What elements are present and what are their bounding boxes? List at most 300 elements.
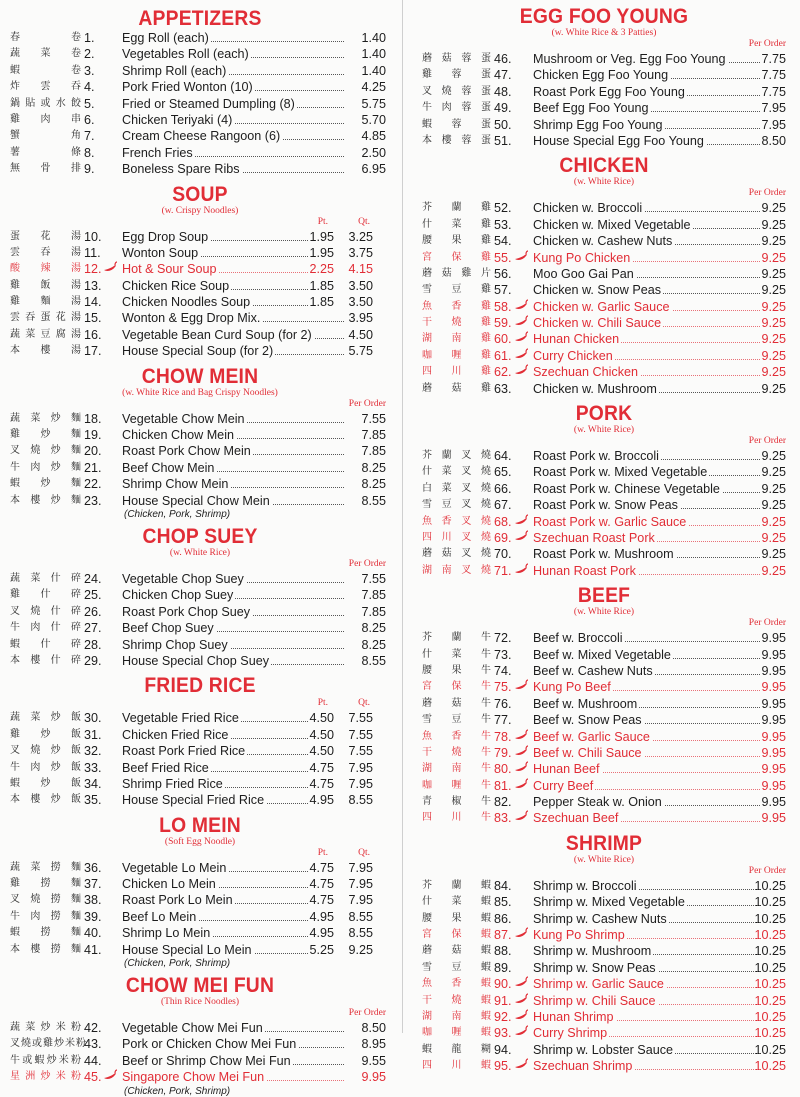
- chinese-name: 芥蘭叉燒: [422, 450, 492, 462]
- quart-header: Qt.: [358, 847, 370, 858]
- chinese-name: 宮保蝦: [422, 929, 492, 941]
- item-number: 16.: [84, 327, 102, 342]
- item-price: 9.95: [761, 713, 786, 728]
- item-number: 87.: [494, 928, 512, 943]
- pint-price: 4.75: [309, 877, 334, 892]
- item-price: 2.50: [361, 145, 386, 160]
- item-number: 82.: [494, 795, 512, 810]
- chinese-name: 雲吞湯: [10, 246, 82, 258]
- chinese-name: 蝦炒飯: [10, 777, 82, 789]
- item-price: 7.55: [361, 411, 386, 426]
- menu-item-53: [408, 217, 800, 233]
- chinese-name: 湖南雞: [422, 333, 492, 345]
- menu-item-37: [0, 876, 400, 892]
- item-number: 2.: [84, 47, 95, 62]
- quart-price: 7.95: [348, 860, 373, 875]
- item-price: 9.25: [761, 217, 786, 232]
- menu-item-69: [408, 530, 800, 546]
- menu-item-42: [0, 1020, 400, 1036]
- item-price: 7.75: [761, 68, 786, 83]
- section-fried-rice: [0, 675, 400, 808]
- item-name: Chicken Noodles Soup: [122, 295, 251, 310]
- item-number: 58.: [494, 299, 512, 314]
- menu-item-34: [0, 776, 400, 792]
- item-price: 9.95: [761, 631, 786, 646]
- chinese-name: 蔬菜炒麵: [10, 412, 82, 424]
- menu-item-20: [0, 443, 400, 459]
- chinese-name: 蔬菜什碎: [10, 572, 82, 584]
- menu-item-80: [408, 761, 800, 777]
- section-chop-suey: [0, 526, 400, 669]
- menu-item-11: [0, 245, 400, 261]
- column-divider: [402, 0, 403, 1033]
- item-name: Szechuan Shrimp: [533, 1059, 633, 1074]
- item-price: 9.25: [761, 498, 786, 513]
- item-name: Beef w. Mushroom: [533, 696, 638, 711]
- menu-item-10: [0, 229, 400, 245]
- pint-price: 4.50: [309, 727, 334, 742]
- item-price: 9.25: [761, 365, 786, 380]
- per-order-header: Per Order: [348, 558, 386, 569]
- menu-item-90: [408, 976, 800, 992]
- item-name: Singapore Chow Mei Fun: [122, 1070, 265, 1085]
- menu-item-88: [408, 943, 800, 959]
- item-price: 8.25: [361, 637, 386, 652]
- menu-item-29: [0, 653, 400, 669]
- pint-price: 2.25: [309, 262, 334, 277]
- item-name: Shrimp w. Snow Peas: [533, 960, 656, 975]
- item-name: Shrimp w. Chili Sauce: [533, 993, 656, 1008]
- item-number: 20.: [84, 444, 102, 459]
- item-number: 29.: [84, 653, 102, 668]
- chinese-name: 星洲炒米粉: [10, 1071, 82, 1083]
- chinese-name: 雞撈麵: [10, 878, 82, 890]
- item-price: 7.95: [761, 117, 786, 132]
- item-name: Shrimp Chow Mein: [122, 477, 229, 492]
- item-number: 95.: [494, 1059, 512, 1074]
- item-price: 9.95: [761, 729, 786, 744]
- section-pork: [408, 403, 800, 579]
- section-subtitle: (Soft Egg Noodle): [164, 836, 236, 847]
- menu-item-68: [408, 514, 800, 530]
- menu-item-51: [408, 133, 800, 149]
- chinese-name: 蘑菇雞: [422, 382, 492, 394]
- menu-item-7: [0, 128, 400, 144]
- chinese-name: 雪豆叉燒: [422, 499, 492, 511]
- item-number: 3.: [84, 63, 95, 78]
- item-number: 85.: [494, 895, 512, 910]
- menu-item-6: [0, 112, 400, 128]
- item-price: 7.85: [361, 588, 386, 603]
- menu-item-24: [0, 571, 400, 587]
- item-name: House Special Fried Rice: [122, 793, 265, 808]
- item-price: 7.75: [761, 52, 786, 66]
- item-name: House Special Lo Mein: [122, 942, 252, 957]
- item-name: Beef Chow Mein: [122, 460, 215, 475]
- item-price: 9.25: [761, 530, 786, 545]
- chinese-name: 四川牛: [422, 812, 492, 824]
- section-title: SOUP: [172, 182, 228, 206]
- item-name: Mushroom or Veg. Egg Foo Young: [533, 52, 726, 66]
- item-note: (Chicken, Pork, Shrimp): [124, 1085, 231, 1097]
- quart-price: 4.50: [348, 327, 373, 342]
- item-note: (Chicken, Pork, Shrimp): [124, 508, 231, 520]
- per-order-header: Per Order: [348, 398, 386, 409]
- item-number: 25.: [84, 588, 102, 603]
- item-name: Chicken w. Garlic Sauce: [533, 299, 670, 314]
- item-price: 9.95: [761, 647, 786, 662]
- chinese-name: 牛肉炒飯: [10, 761, 82, 773]
- chinese-name: 叉燒蓉蛋: [422, 85, 492, 97]
- section-title: APPETIZERS: [138, 7, 262, 30]
- chinese-name: 四川蝦: [422, 1060, 492, 1072]
- chinese-name: 蘑菇雞片: [422, 267, 492, 279]
- item-name: Roast Pork Fried Rice: [122, 744, 246, 759]
- item-name: French Fries: [122, 145, 193, 160]
- chinese-name: 干燒蝦: [422, 994, 492, 1006]
- item-number: 39.: [84, 909, 102, 924]
- item-number: 51.: [494, 133, 512, 148]
- item-name: Beef Fried Rice: [122, 760, 209, 775]
- item-name: Kung Po Beef: [533, 680, 611, 695]
- item-name: Hunan Chicken: [533, 332, 620, 347]
- menu-item-50: [408, 117, 800, 133]
- item-number: 71.: [494, 563, 512, 578]
- pint-price: 1.85: [309, 278, 334, 293]
- item-number: 27.: [84, 621, 102, 636]
- item-number: 64.: [494, 449, 512, 464]
- item-number: 76.: [494, 696, 512, 711]
- chinese-name: 雪豆牛: [422, 714, 492, 726]
- item-number: 22.: [84, 477, 102, 492]
- pepper-icon: [514, 1058, 529, 1078]
- item-number: 24.: [84, 571, 102, 586]
- item-name: Pepper Steak w. Onion: [533, 795, 662, 810]
- quart-price: 4.15: [348, 262, 373, 277]
- item-price: 7.95: [761, 101, 786, 116]
- item-price: 9.95: [761, 663, 786, 678]
- item-note: (Chicken, Pork, Shrimp): [124, 958, 231, 970]
- item-price: 7.85: [361, 604, 386, 619]
- item-name: House Special Soup (for 2): [122, 344, 274, 359]
- chinese-name: 什菜雞: [422, 218, 492, 230]
- menu-item-72: [408, 630, 800, 646]
- item-name: Beef w. Garlic Sauce: [533, 729, 650, 744]
- item-name: Shrimp w. Cashew Nuts: [533, 911, 667, 926]
- chinese-name: 本樓撈麵: [10, 943, 82, 955]
- item-number: 74.: [494, 663, 512, 678]
- item-name: Chicken Fried Rice: [122, 727, 229, 742]
- section-egg-foo-young: [408, 6, 800, 149]
- per-order-header: Per Order: [748, 865, 786, 876]
- section-title: CHOW MEI FUN: [125, 974, 275, 998]
- quart-price: 7.95: [348, 776, 373, 791]
- item-name: Roast Pork Chow Mein: [122, 444, 251, 459]
- item-price: 9.95: [361, 1070, 386, 1085]
- item-number: 21.: [84, 460, 102, 475]
- pint-price: 4.95: [309, 926, 334, 941]
- menu-item-28: [0, 637, 400, 653]
- chinese-name: 腰果雞: [422, 235, 492, 247]
- item-name: Cream Cheese Rangoon (6): [122, 129, 281, 144]
- menu-column-right: [408, 6, 800, 1075]
- item-price: 10.25: [754, 960, 786, 975]
- item-number: 89.: [494, 960, 512, 975]
- item-number: 37.: [84, 877, 102, 892]
- quart-price: 3.50: [348, 295, 373, 310]
- quart-price: 3.25: [348, 229, 373, 244]
- menu-item-75: [408, 679, 800, 695]
- item-number: 12.: [84, 262, 102, 277]
- item-price: 4.85: [361, 129, 386, 144]
- menu-item-23: [0, 493, 400, 509]
- item-name: Hunan Beef: [533, 762, 600, 777]
- chinese-name: 本樓炒飯: [10, 794, 82, 806]
- item-number: 60.: [494, 332, 512, 347]
- section-title: PORK: [575, 402, 633, 426]
- per-order-header: Per Order: [748, 618, 786, 629]
- item-name: Beef w. Chili Sauce: [533, 745, 642, 760]
- chinese-name: 宮保牛: [422, 681, 492, 693]
- item-number: 32.: [84, 744, 102, 759]
- item-number: 63.: [494, 381, 512, 396]
- item-price: 7.85: [361, 444, 386, 459]
- menu-item-92: [408, 1009, 800, 1025]
- section-shrimp: [408, 833, 800, 1075]
- chinese-name: 芥蘭牛: [422, 632, 492, 644]
- chinese-name: 蔬菜炒米粉: [10, 1022, 82, 1034]
- chinese-name: 雪豆雞: [422, 284, 492, 296]
- pint-price: 4.75: [309, 776, 334, 791]
- item-number: 30.: [84, 711, 102, 726]
- menu-item-86: [408, 911, 800, 927]
- item-name: Shrimp Roll (each): [122, 63, 227, 78]
- chinese-name: 叉燒撈麵: [10, 894, 82, 906]
- menu-item-77: [408, 712, 800, 728]
- menu-item-14: [0, 294, 400, 310]
- section-chicken: [408, 155, 800, 397]
- chinese-name: 什菜叉燒: [422, 466, 492, 478]
- price-header: [0, 1007, 400, 1020]
- item-name: Chicken Chow Mein: [122, 428, 234, 443]
- menu-item-8: [0, 145, 400, 161]
- pint-header: Pt.: [317, 216, 328, 227]
- chinese-name: 雞炒飯: [10, 728, 82, 740]
- menu-item-84: [408, 878, 800, 894]
- menu-item-89: [408, 960, 800, 976]
- section-title: EGG FOO YOUNG: [519, 5, 689, 28]
- quart-price: 7.95: [348, 893, 373, 908]
- chinese-name: 雞肉串: [10, 113, 82, 125]
- menu-item-21: [0, 460, 400, 476]
- item-price: 10.25: [754, 944, 786, 959]
- menu-item-40: [0, 925, 400, 941]
- chinese-name: 雞飯湯: [10, 279, 82, 291]
- item-price: 7.55: [361, 571, 386, 586]
- item-number: 26.: [84, 604, 102, 619]
- item-name: Beef w. Mixed Vegetable: [533, 647, 671, 662]
- chinese-name: 雲吞蛋花湯: [10, 312, 82, 324]
- item-price: 7.85: [361, 428, 386, 443]
- menu-item-57: [408, 282, 800, 298]
- item-name: Chicken w. Cashew Nuts: [533, 234, 673, 249]
- item-number: 94.: [494, 1042, 512, 1057]
- item-price: 8.25: [361, 621, 386, 636]
- section-soup: [0, 184, 400, 360]
- item-price: 10.25: [754, 928, 786, 943]
- section-title: CHICKEN: [559, 154, 649, 178]
- section-title: LO MEIN: [159, 813, 241, 837]
- pint-price: 1.95: [309, 245, 334, 260]
- item-name: Vegetable Lo Mein: [122, 860, 227, 875]
- chinese-name: 芥蘭蝦: [422, 879, 492, 891]
- menu-item-44: [0, 1053, 400, 1069]
- item-price: 9.95: [761, 811, 786, 826]
- chinese-name: 魚香雞: [422, 300, 492, 312]
- menu-item-87: [408, 927, 800, 943]
- item-number: 5.: [84, 96, 95, 111]
- item-number: 40.: [84, 926, 102, 941]
- item-price: 10.25: [754, 1026, 786, 1041]
- price-header: [0, 216, 400, 229]
- quart-price: 7.55: [348, 744, 373, 759]
- pint-price: 1.85: [309, 295, 334, 310]
- item-number: 88.: [494, 944, 512, 959]
- item-name: Chicken Rice Soup: [122, 278, 230, 293]
- section-title: CHOW MEIN: [141, 364, 259, 388]
- item-name: Roast Pork Egg Foo Young: [533, 84, 685, 99]
- quart-header: Qt.: [358, 216, 370, 227]
- menu-item-25: [0, 587, 400, 603]
- menu-item-35: [0, 792, 400, 808]
- item-number: 8.: [84, 145, 95, 160]
- chinese-name: 蔬菜炒飯: [10, 712, 82, 724]
- item-name: Beef or Shrimp Chow Mei Fun: [122, 1053, 291, 1068]
- menu-item-82: [408, 794, 800, 810]
- item-price: 9.25: [761, 234, 786, 249]
- menu-item-79: [408, 745, 800, 761]
- item-name: Vegetable Chow Mein: [122, 411, 245, 426]
- item-price: 9.25: [761, 547, 786, 562]
- item-name: Vegetable Chop Suey: [122, 571, 244, 586]
- pint-price: 4.50: [309, 744, 334, 759]
- item-number: 15.: [84, 311, 102, 326]
- item-price: 9.95: [761, 795, 786, 810]
- menu-item-46: [408, 51, 800, 67]
- item-number: 93.: [494, 1026, 512, 1041]
- menu-item-3: [0, 63, 400, 79]
- chinese-name: 本樓蓉蛋: [422, 134, 492, 146]
- item-price: 10.25: [754, 1009, 786, 1024]
- price-header: [0, 558, 400, 571]
- item-price: 9.25: [761, 332, 786, 347]
- chinese-name: 牛或蝦炒米粉: [10, 1054, 82, 1066]
- price-header: [408, 435, 800, 448]
- item-number: 49.: [494, 101, 512, 116]
- quart-header: Qt.: [358, 698, 370, 709]
- item-name: Shrimp w. Garlic Sauce: [533, 977, 664, 992]
- item-price: 1.40: [361, 47, 386, 62]
- item-number: 33.: [84, 760, 102, 775]
- item-number: 34.: [84, 776, 102, 791]
- chinese-name: 雪豆蝦: [422, 961, 492, 973]
- chinese-name: 蘑菇蓉蛋: [422, 53, 492, 64]
- item-price: 9.25: [761, 316, 786, 331]
- item-price: 9.95: [761, 745, 786, 760]
- menu-item-52: [408, 200, 800, 216]
- menu-item-71: [408, 563, 800, 579]
- item-number: 10.: [84, 229, 102, 244]
- item-name: Chicken w. Chili Sauce: [533, 316, 662, 331]
- section-chow-mein: [0, 366, 400, 520]
- menu-item-55: [408, 250, 800, 266]
- menu-item-70: [408, 546, 800, 562]
- item-number: 66.: [494, 481, 512, 496]
- chinese-name: 牛肉炒麵: [10, 461, 82, 473]
- item-price: 7.75: [761, 84, 786, 99]
- item-price: 9.25: [761, 250, 786, 265]
- menu-item-59: [408, 315, 800, 331]
- chinese-name: 咖喱蝦: [422, 1027, 492, 1039]
- section-subtitle: (w. White Rice & 3 Patties): [551, 28, 657, 38]
- menu-item-62: [408, 364, 800, 380]
- item-number: 31.: [84, 727, 102, 742]
- menu-item-73: [408, 647, 800, 663]
- item-name: Curry Beef: [533, 778, 594, 793]
- menu-item-85: [408, 894, 800, 910]
- item-number: 54.: [494, 234, 512, 249]
- menu-item-56: [408, 266, 800, 282]
- item-price: 5.75: [361, 96, 386, 111]
- item-number: 70.: [494, 547, 512, 562]
- menu-item-94: [408, 1042, 800, 1058]
- menu-item-22: [0, 476, 400, 492]
- chinese-name: 蛋花湯: [10, 230, 82, 242]
- item-price: 5.70: [361, 112, 386, 127]
- menu-item-26: [0, 604, 400, 620]
- item-number: 69.: [494, 530, 512, 545]
- item-number: 38.: [84, 893, 102, 908]
- section-subtitle: (w. White Rice): [573, 177, 635, 188]
- item-price: 9.95: [761, 762, 786, 777]
- item-name: Shrimp w. Mushroom: [533, 944, 652, 959]
- item-price: 9.25: [761, 201, 786, 216]
- item-number: 50.: [494, 117, 512, 132]
- item-number: 55.: [494, 250, 512, 265]
- item-price: 9.25: [761, 481, 786, 496]
- menu-item-83: [408, 810, 800, 826]
- menu-item-4: [0, 79, 400, 95]
- pint-price: 4.75: [309, 860, 334, 875]
- item-number: 14.: [84, 295, 102, 310]
- section-title: SHRIMP: [565, 831, 643, 855]
- item-name: Roast Pork Chop Suey: [122, 604, 251, 619]
- item-number: 72.: [494, 631, 512, 646]
- chinese-name: 蝦撈麵: [10, 927, 82, 939]
- chinese-name: 本樓什碎: [10, 654, 82, 666]
- chinese-name: 叉燒炒麵: [10, 445, 82, 457]
- item-number: 67.: [494, 498, 512, 513]
- menu-column-left: [0, 8, 400, 1097]
- chinese-name: 四川叉燒: [422, 531, 492, 543]
- item-name: Shrimp Chop Suey: [122, 637, 228, 652]
- item-name: Egg Drop Soup: [122, 229, 209, 244]
- item-name: Beef w. Snow Peas: [533, 713, 642, 728]
- menu-item-81: [408, 778, 800, 794]
- item-name: Chicken Chop Suey: [122, 588, 234, 603]
- section-title: CHOP SUEY: [142, 524, 258, 548]
- per-order-header: Per Order: [748, 39, 786, 49]
